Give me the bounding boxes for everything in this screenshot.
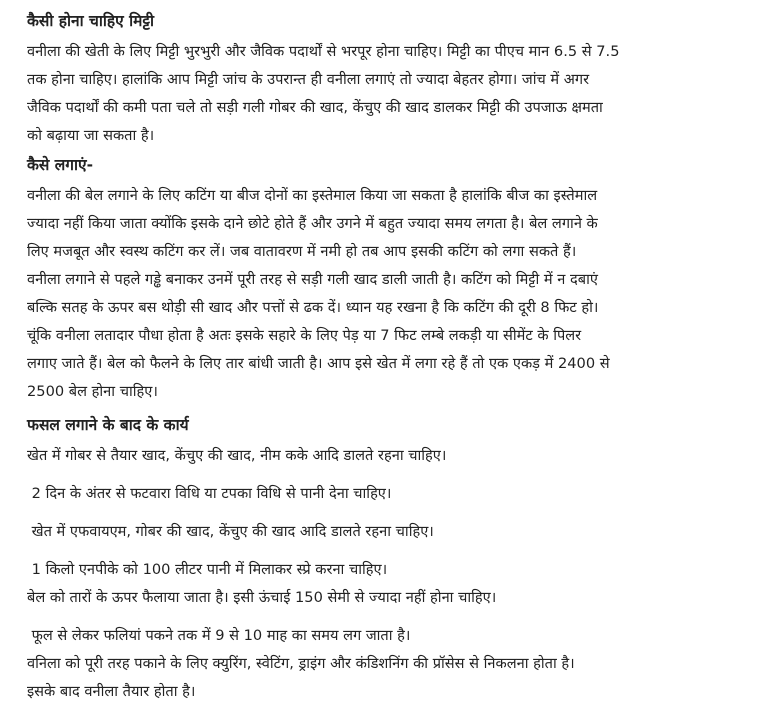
care-line: इसके बाद वनीला तैयार होता है। <box>27 683 196 700</box>
paragraph-planting: वनीला की बेल लगाने के लिए कटिंग या बीज दोनों का इस्तेमाल किया जा सकता है हालांकि बीज का इस्तेमाल ज्यादा नहीं किया जाता क्योंकि इसके दाने छोटे होते हैं और उगने में बहुत ज्यादा समय लगता है। बेल लगाने के लिए मजबूत और स्वस्थ कटिंग कर लें। जब वातावरण में नमी हो तब आप इसकी कटिंग को लगा सकते हैं। वनीला लगाने से पहले गड्ढे बनाकर उनमें पूरी तरह से सड़ी गली खाद डाली जाती है। कटिंग को मिट्टी में न दबाएं बल्कि सतह के ऊपर बस थोड़ी सी खाद और पत्तों से ढक दें। ध्यान यह रखना है कि कटिंग की दूरी 8 फिट हो। चूंकि वनीला लतादार पौधा होता है अतः इसके सहारे के लिए पेड़ या 7 फिट लम्बे लकड़ी या सीमेंट के पिलर लगाए जाते हैं। बेल को फैलने के लिए तार बांधी जाती है। आप इसे खेत में लगा रहे हैं तो एक एकड़ में 2400 से 2500 बेल होना चाहिए। <box>27 187 610 400</box>
spacer <box>27 546 764 556</box>
section-heading-planting: कैसे लगाएं- <box>27 156 94 174</box>
care-line: फूल से लेकर फलियां पकने तक में 9 से 10 माह का समय लग जाता है। <box>27 627 411 644</box>
spacer <box>27 470 764 480</box>
care-line: बेल को तारों के ऊपर फैलाया जाता है। इसी ऊंचाई 150 सेमी से ज्यादा नहीं होना चाहिए। <box>27 589 497 606</box>
spacer <box>27 508 764 518</box>
spacer <box>27 612 764 622</box>
paragraph-soil: वनीला की खेती के लिए मिट्टी भुरभुरी और जैविक पदार्थों से भरपूर होना चाहिए। मिट्टी का पीएच मान 6.5 से 7.5 तक होना चाहिए। हालांकि आप मिट्टी जांच के उपरान्त ही वनीला लगाएं तो ज्यादा बेहतर होगा। जांच में अगर जैविक पदार्थों की कमी पता चले तो सड़ी गली गोबर की खाद, केंचुए की खाद डालकर मिट्टी की उपजाऊ क्षमता को बढ़ाया जा सकता है। <box>27 43 620 144</box>
care-line: 2 दिन के अंतर से फटवारा विधि या टपका विधि से पानी देना चाहिए। <box>27 485 392 502</box>
care-line: 1 किलो एनपीके को 100 लीटर पानी में मिलाकर स्प्रे करना चाहिए। <box>27 561 388 578</box>
care-line: वनिला को पूरी तरह पकाने के लिए क्युरिंग, स्वेटिंग, ड्राइंग और कंडिशनिंग की प्रॉसेस से निकलना होता है। <box>27 655 575 672</box>
section-heading-soil: कैसी होना चाहिए मिट्टी <box>27 12 154 30</box>
care-line: खेत में गोबर से तैयार खाद, केंचुए की खाद, नीम कके आदि डालते रहना चाहिए। <box>27 447 447 464</box>
care-line: खेत में एफवायएम, गोबर की खाद, केंचुए की खाद आदि डालते रहना चाहिए। <box>27 523 434 540</box>
section-heading-after-planting: फसल लगाने के बाद के कार्य <box>27 416 189 434</box>
